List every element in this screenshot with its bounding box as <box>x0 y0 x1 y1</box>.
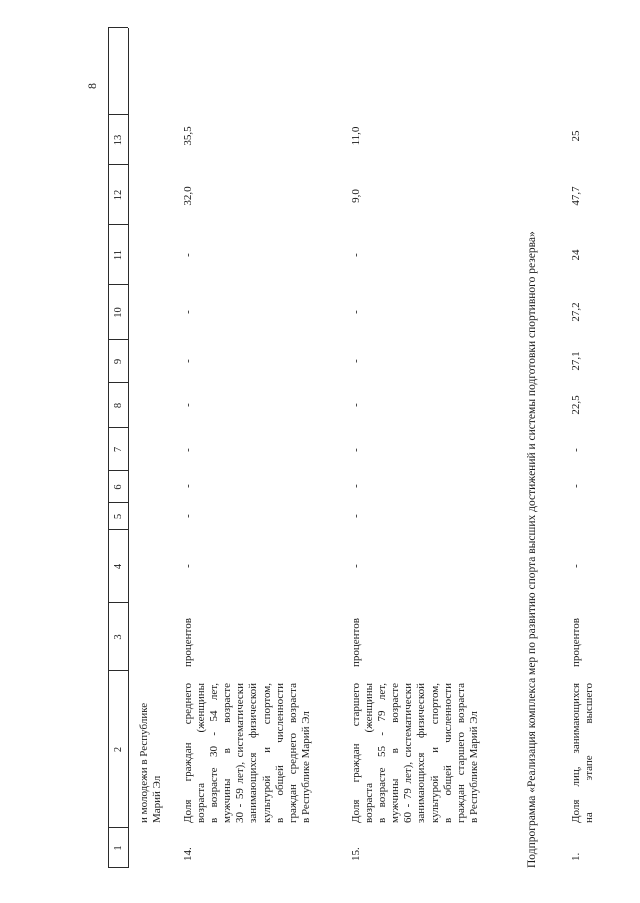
row-15-col-13: 11,0 <box>350 126 362 146</box>
sub-row-1-col-6: - <box>570 484 582 488</box>
header-col-3: 3 <box>113 634 124 640</box>
sub-row-1-name <box>570 683 596 823</box>
sub-row-1-number: 1. <box>570 852 582 861</box>
header-col-6: 6 <box>113 484 124 490</box>
row-14-col-10: - <box>182 310 194 314</box>
page-number: 8 <box>85 83 99 89</box>
sub-row-1-col-11: 24 <box>570 249 582 261</box>
header-col-4: 4 <box>113 563 124 570</box>
header-col-5: 5 <box>113 513 124 520</box>
sub-row-1-name-line: Доля лиц, занимающихся <box>570 683 582 823</box>
row-15-col-12: 9,0 <box>350 189 362 203</box>
header-col-10: 10 <box>113 307 124 318</box>
row-15-name-line: мужчины в возрасте <box>389 683 402 823</box>
row-15-name-line: 60 - 79 лет), систематически <box>402 683 415 823</box>
row-14-col-9: - <box>182 359 194 363</box>
row-14-name <box>182 683 313 823</box>
header-col-9: 9 <box>113 358 124 365</box>
row-14-name-line: занимающихся физической <box>247 683 260 823</box>
row-14-name-line: 30 - 59 лет), систематически <box>234 683 247 823</box>
row-15-col-9: - <box>350 359 362 363</box>
row-14-name-line: граждан среднего возраста <box>286 683 299 823</box>
sub-row-1-col-7: - <box>570 448 582 452</box>
continuation-line: Марий Эл <box>151 775 164 823</box>
header-col-8: 8 <box>113 402 124 409</box>
header-col-2: 2 <box>113 746 124 753</box>
row-14-name-line: культурой и спортом, <box>260 683 273 823</box>
header-col-13: 13 <box>113 134 124 146</box>
sub-row-1-col-4: - <box>570 564 582 568</box>
row-15-unit: процентов <box>350 618 362 667</box>
row-15-name-line: занимающихся физической <box>415 683 428 823</box>
header-col-1: 1 <box>113 845 124 851</box>
row-14-name-line: в общей численности <box>273 683 286 823</box>
row-14-col-11: - <box>182 253 194 257</box>
row-14-col-8: - <box>182 403 194 407</box>
sub-row-1-col-10: 27,2 <box>570 302 582 322</box>
sub-row-1-col-9: 27,1 <box>570 351 582 371</box>
row-14-name-line: Доля граждан среднего <box>182 683 194 823</box>
sub-row-1-col-13: 25 <box>570 130 582 142</box>
row-14-unit: процентов <box>182 618 194 667</box>
col-sep <box>108 27 128 28</box>
row-15-col-8: - <box>350 403 362 407</box>
sub-row-1-unit: процентов <box>570 618 582 667</box>
header-bottom-border <box>128 28 129 868</box>
row-14-col-12: 32,0 <box>182 186 194 206</box>
row-15-name-line: возраста (женщины <box>363 683 376 823</box>
row-15-col-6: - <box>350 484 362 488</box>
row-14-col-13: 35,5 <box>182 126 194 146</box>
row-14-name-line: в Республике Марий Эл <box>299 711 312 823</box>
row-14-col-6: - <box>182 484 194 488</box>
header-top-border <box>108 28 109 868</box>
sub-row-1-col-12: 47,7 <box>570 186 582 206</box>
sub-row-1-col-8: 22,5 <box>570 395 582 415</box>
row-14-col-4: - <box>182 564 194 568</box>
row-14-col-5: - <box>182 514 194 518</box>
row-15-col-7: - <box>350 448 362 452</box>
continuation-line: и молодежи в Республике <box>138 702 150 823</box>
row-14-name-line: возраста (женщины <box>195 683 208 823</box>
header-col-12: 12 <box>113 189 124 201</box>
row-15-name <box>350 683 481 823</box>
row-14-col-7: - <box>182 448 194 452</box>
subprogram-title: Подпрограмма «Реализация комплекса мер по развитию спорта высших достижений и системы подготовки спортивного резерва» <box>526 231 538 868</box>
row-14-number: 14. <box>182 847 194 861</box>
header-col-11: 11 <box>113 249 124 261</box>
row-15-col-4: - <box>350 564 362 568</box>
row-15-number: 15. <box>350 847 362 861</box>
row-15-name-line: в Республике Марий Эл <box>467 711 480 823</box>
sub-row-1-name-line: на этапе высшего <box>583 683 596 823</box>
row-15-col-11: - <box>350 253 362 257</box>
row-15-name-line: Доля граждан старшего <box>350 683 362 823</box>
row-15-col-5: - <box>350 514 362 518</box>
header-col-7: 7 <box>113 446 124 453</box>
row-14-name-line: мужчины в возрасте <box>221 683 234 823</box>
row-15-name-line: граждан старшего возраста <box>454 683 467 823</box>
row-15-col-10: - <box>350 310 362 314</box>
row-14-name-line: в возрасте 30 - 54 лет, <box>208 683 221 823</box>
continuation-text <box>138 673 164 823</box>
row-15-name-line: культурой и спортом, <box>428 683 441 823</box>
row-15-name-line: в общей численности <box>441 683 454 823</box>
row-15-name-line: в возрасте 55 - 79 лет, <box>376 683 389 823</box>
